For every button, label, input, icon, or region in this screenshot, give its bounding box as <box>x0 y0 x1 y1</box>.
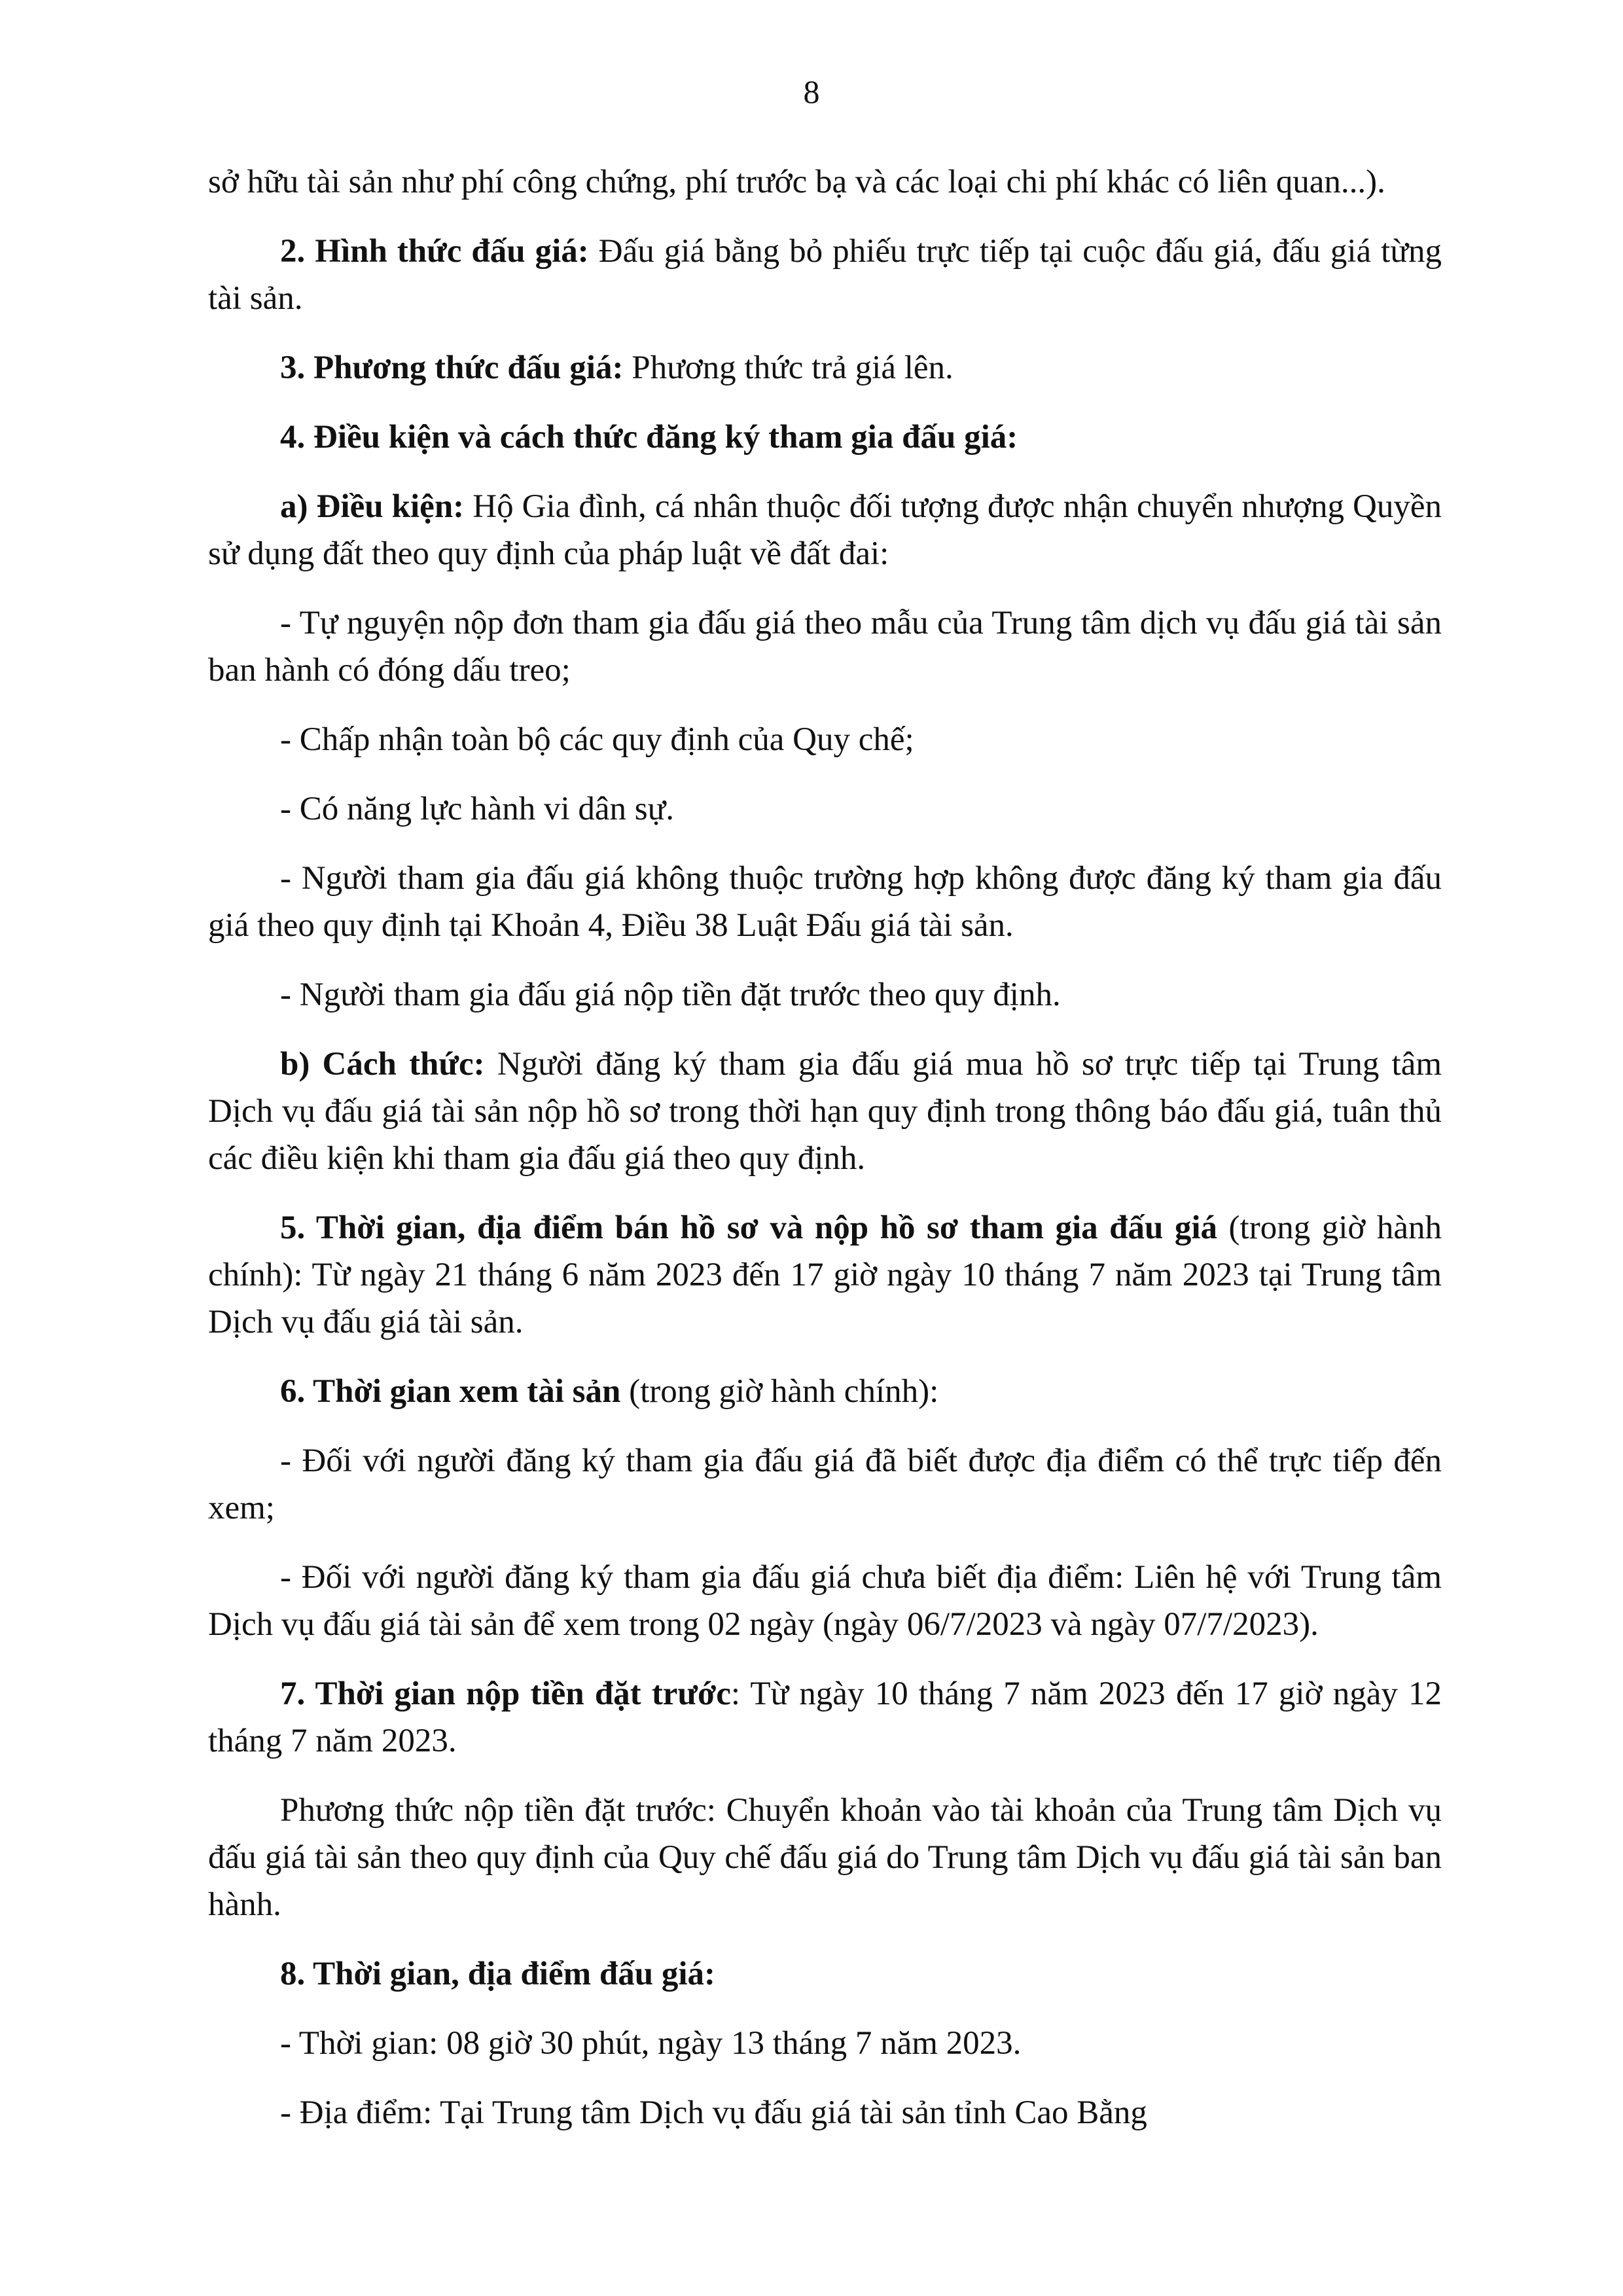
list-item-auction-time: - Thời gian: 08 giờ 30 phút, ngày 13 tháng 7 năm 2023. <box>280 2025 1022 2062</box>
heading-method-of-registration: b) Cách thức: <box>280 1046 485 1083</box>
text-auction-form: Đấu giá bằng bỏ phiếu trực tiếp tại cuộc đấu giá, đấu giá từng tài sản. <box>208 233 1442 317</box>
list-item-voluntary-application: - Tự nguyện nộp đơn tham gia đấu giá theo mẫu của Trung tâm dịch vụ đấu giá tài sản ban hành có đóng dấu treo; <box>208 605 1442 689</box>
text-conditions: Hộ Gia đình, cá nhân thuộc đối tượng được nhận chuyển nhượng Quyền sử dụng đất theo quy định của pháp luật về đất đai: <box>208 488 1442 572</box>
list-item-deposit: - Người tham gia đấu giá nộp tiền đặt trước theo quy định. <box>280 977 1061 1013</box>
paragraph-deposit-method: Phương thức nộp tiền đặt trước: Chuyển khoản vào tài khoản của Trung tâm Dịch vụ đấu giá tài sản theo quy định của Quy chế đấu giá do Trung tâm Dịch vụ đấu giá tài sản ban hành. <box>208 1792 1442 1923</box>
paragraph-registration-heading <box>208 414 1442 461</box>
paragraph-dossier-time-place <box>208 1204 1442 1346</box>
text-method-of-registration: Người đăng ký tham gia đấu giá mua hồ sơ trực tiếp tại Trung tâm Dịch vụ đấu giá tài sản nộp hồ sơ trong thời hạn quy định trong thông báo đấu giá, tuân thủ các điều kiện khi tham gia đấu giá theo quy định. <box>208 1046 1442 1177</box>
heading-viewing-time: 6. Thời gian xem tài sản <box>280 1373 621 1410</box>
paragraph-method-of-registration <box>208 1041 1442 1182</box>
list-item-civil-capacity: - Có năng lực hành vi dân sự. <box>280 791 675 827</box>
document-body <box>208 158 1442 2136</box>
paragraph-fees-continued: sở hữu tài sản như phí công chứng, phí trước bạ và các loại chi phí khác có liên quan...). <box>208 164 1385 200</box>
paragraph-auction-form <box>208 228 1442 322</box>
paragraph-viewing-time <box>208 1368 1442 1415</box>
list-item-known-location: - Đối với người đăng ký tham gia đấu giá đã biết được địa điểm có thể trực tiếp đến xem; <box>208 1443 1442 1526</box>
text-dossier-time-place: (trong giờ hành chính): Từ ngày 21 tháng 6 năm 2023 đến 17 giờ ngày 10 tháng 7 năm 2023 tại Trung tâm Dịch vụ đấu giá tài sản. <box>208 1210 1442 1340</box>
list-item-not-excluded: - Người tham gia đấu giá không thuộc trường hợp không được đăng ký tham gia đấu giá theo quy định tại Khoản 4, Điều 38 Luật Đấu giá tài sản. <box>208 860 1442 944</box>
heading-dossier-time-place: 5. Thời gian, địa điểm bán hồ sơ và nộp hồ sơ tham gia đấu giá <box>280 1210 1218 1246</box>
paragraph-deposit-time <box>208 1670 1442 1765</box>
heading-auction-method: 3. Phương thức đấu giá: <box>280 350 624 386</box>
list-item-unknown-location: - Đối với người đăng ký tham gia đấu giá chưa biết địa điểm: Liên hệ với Trung tâm Dịch vụ đấu giá tài sản để xem trong 02 ngày (ngày 06/7/2023 và ngày 07/7/2023). <box>208 1559 1442 1643</box>
paragraph-auction-time-place-heading <box>208 1950 1442 1998</box>
heading-deposit-time: 7. Thời gian nộp tiền đặt trước <box>280 1676 731 1712</box>
text-viewing-time: (trong giờ hành chính): <box>620 1373 939 1410</box>
text-auction-method: Phương thức trả giá lên. <box>623 350 954 386</box>
heading-auction-time-place: 8. Thời gian, địa điểm đấu giá: <box>280 1956 715 1992</box>
heading-auction-form: 2. Hình thức đấu giá: <box>280 233 589 270</box>
paragraph-conditions <box>208 483 1442 577</box>
paragraph-auction-method <box>208 344 1442 391</box>
page-number: 8 <box>803 73 820 110</box>
list-item-auction-place: - Địa điểm: Tại Trung tâm Dịch vụ đấu giá tài sản tỉnh Cao Bằng <box>280 2094 1147 2131</box>
text-deposit-time: : Từ ngày 10 tháng 7 năm 2023 đến 17 giờ ngày 12 tháng 7 năm 2023. <box>208 1676 1442 1759</box>
heading-registration: 4. Điều kiện và cách thức đăng ký tham gia đấu giá: <box>280 419 1018 456</box>
list-item-accept-regulations: - Chấp nhận toàn bộ các quy định của Quy chế; <box>280 721 914 758</box>
heading-conditions: a) Điều kiện: <box>280 488 465 525</box>
